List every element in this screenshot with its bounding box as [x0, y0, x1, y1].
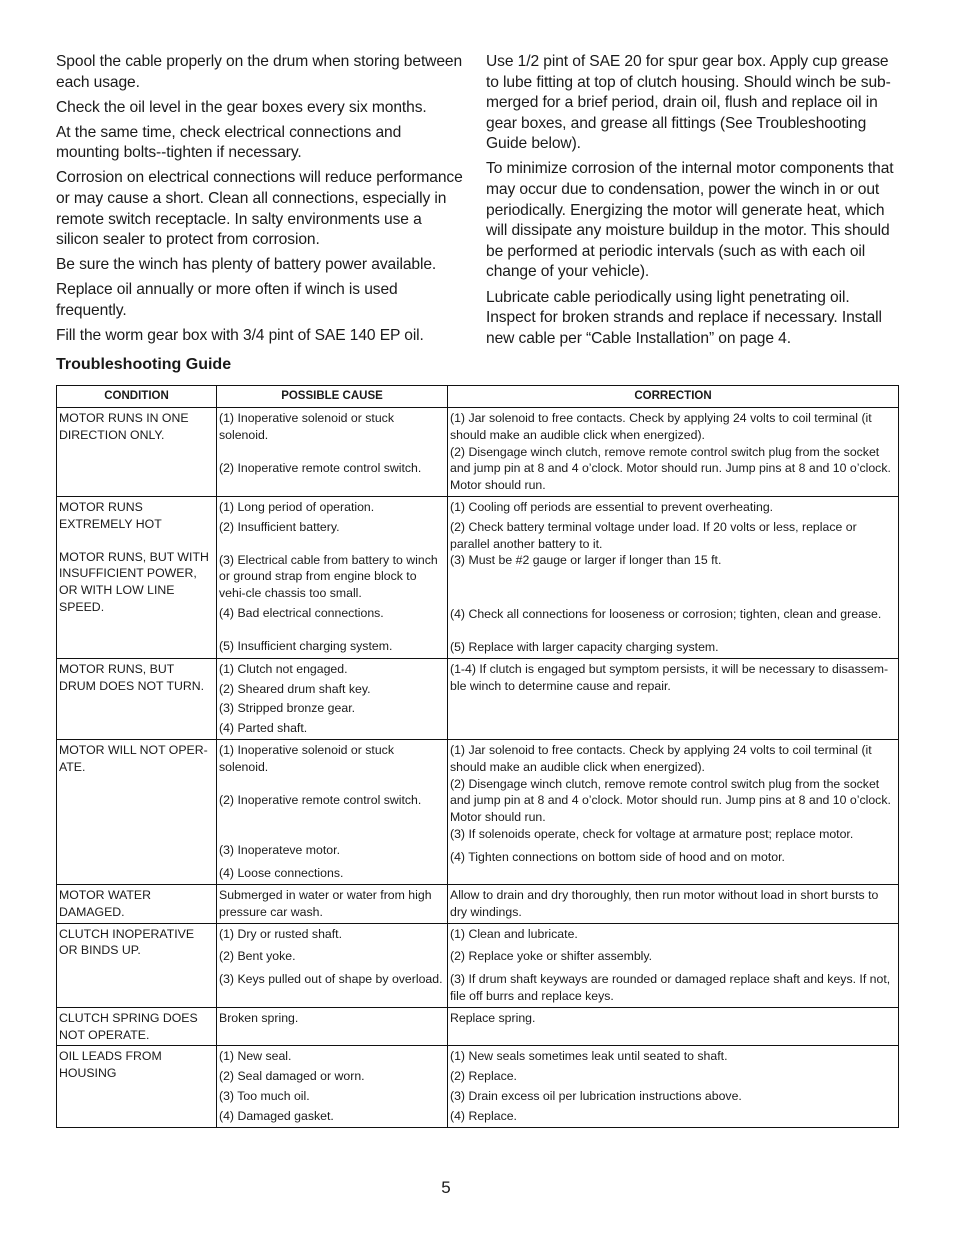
header-condition: CONDITION [57, 386, 217, 408]
correction-text: (1) Jar solenoid to free contacts. Check by applying 24 volts to coil terminal (it should make an audible click when energized). [450, 411, 872, 442]
intro-right-column [486, 52, 900, 354]
correction-text: (4) Check all connections for looseness or corrosion; tighten, clean and grease. [450, 607, 882, 622]
cause-text: (2) Bent yoke. [219, 949, 296, 964]
table-row [57, 658, 899, 739]
cause-text: (1) Inoperative solenoid or stuck solenoid. [219, 411, 394, 442]
cause-text: (1) Dry or rusted shaft. [219, 926, 343, 941]
cause-cell [217, 496, 448, 658]
intro-paragraph: Replace oil annually or more often if winch is used frequently. [56, 281, 398, 320]
cause-text: (1) Clutch not engaged. [219, 661, 348, 676]
condition-text: MOTOR RUNS, BUT DRUM DOES NOT TURN. [59, 661, 205, 693]
condition-cell [57, 408, 217, 497]
cause-cell [217, 884, 448, 923]
correction-text: (1-4) If clutch is engaged but symptom persists, it will be necessary to disassem-ble winch to determine cause and repair. [450, 661, 889, 693]
correction-text: (2) Replace. [450, 1069, 517, 1084]
table-row [57, 923, 899, 1007]
section-title: Troubleshooting Guide [56, 356, 232, 373]
cause-text: (2) Inoperative remote control switch. [219, 460, 422, 475]
cause-text: (2) Inoperative remote control switch. [219, 792, 422, 807]
page-number: 5 [441, 1178, 451, 1197]
correction-text: (3) If solenoids operate, check for voltage at armature post; replace motor. [450, 826, 854, 841]
condition-cell [57, 923, 217, 1007]
cause-text: (4) Bad electrical connections. [219, 605, 384, 620]
condition-text: MOTOR WILL NOT OPER-ATE. [59, 742, 208, 774]
correction-cell [448, 923, 899, 1007]
intro-paragraph: At the same time, check electrical connections and mounting bolts--tighten if necessary. [56, 123, 402, 162]
intro-paragraph: Spool the cable properly on the drum when storing between each usage. [56, 53, 463, 91]
table-row [57, 496, 899, 658]
correction-text: (3) If drum shaft keyways are rounded or damaged replace shaft and keys. If not, file off burrs and replace keys. [450, 972, 891, 1003]
correction-text: (2) Disengage winch clutch, remove remote control switch plug from the socket and jump pin at 8 and 4 o’clock. Motor should run. Jump pins at 8 and 10 o’clock. Motor should run. [450, 444, 891, 493]
correction-cell [448, 739, 899, 884]
header-possible-cause: POSSIBLE CAUSE [217, 386, 448, 408]
correction-text: (4) Replace. [450, 1108, 517, 1123]
condition-cell [57, 496, 217, 658]
cause-text: (3) Stripped bronze gear. [219, 701, 356, 716]
intro-paragraph: To minimize corrosion of the internal motor components that may occur due to condensation, power the winch in or out periodically. Energizing the motor will generate heat, which will dissipate any moisture buildup in the motor. This should be performed at periodic intervals (such as with each oil change of your vehicle). [486, 160, 894, 281]
cause-cell [217, 408, 448, 497]
condition-text: OIL LEADS FROM HOUSING [59, 1049, 162, 1081]
table-row [57, 1007, 899, 1046]
table-row [57, 408, 899, 497]
correction-text: (1) Jar solenoid to free contacts. Check by applying 24 volts to coil terminal (it should make an audible click when energized). [450, 742, 872, 774]
cause-text: (3) Keys pulled out of shape by overload. [219, 972, 443, 987]
table-header-row [57, 386, 899, 408]
condition-text: MOTOR WATER DAMAGED. [59, 887, 151, 919]
intro-paragraph: Corrosion on electrical connections will reduce performance or may cause a short. Clean all connections, especially in remote switch receptacle. In salty environments use a silicon sealer to protect from corrosion. [56, 169, 463, 249]
correction-text: (4) Tighten connections on bottom side of hood and on motor. [450, 849, 785, 864]
correction-cell [448, 408, 899, 497]
correction-text: Replace spring. [450, 1010, 536, 1025]
intro-paragraph: Use 1/2 pint of SAE 20 for spur gear box. Apply cup grease to lube fitting at top of clutch housing. Should winch be sub-merged for a brief period, drain oil, flush and replace oil in gear boxes, and grease all fittings (See Troubleshooting Guide below). [486, 53, 891, 153]
condition-text: MOTOR RUNS EXTREMELY HOT [59, 499, 162, 531]
intro-paragraph: Lubricate cable periodically using light penetrating oil. Inspect for broken strands and replace if necessary. Install new cable per “Cable Installation” on page 4. [486, 288, 882, 347]
condition-text: MOTOR RUNS, BUT WITH INSUFFICIENT POWER, OR WITH LOW LINE SPEED. [59, 549, 209, 614]
condition-cell [57, 1007, 217, 1046]
correction-cell [448, 658, 899, 739]
correction-text: Allow to drain and dry thoroughly, then run motor without load in short bursts to dry windings. [450, 887, 879, 919]
intro-left-column [56, 52, 468, 351]
correction-text: (2) Check battery terminal voltage under load. If 20 volts or less, replace or parallel another battery to it. [450, 519, 857, 551]
correction-text: (5) Replace with larger capacity charging system. [450, 639, 719, 654]
cause-text: (3) Electrical cable from battery to winch or ground strap from engine block to vehi-cle chassis too small. [219, 552, 438, 601]
condition-cell [57, 884, 217, 923]
correction-text: (1) Cooling off periods are essential to prevent overheating. [450, 499, 774, 514]
cause-cell [217, 1007, 448, 1046]
cause-text: (3) Too much oil. [219, 1088, 310, 1103]
cause-text: (5) Insufficient charging system. [219, 638, 393, 653]
intro-paragraph: Be sure the winch has plenty of battery power available. [56, 256, 437, 274]
correction-cell [448, 496, 899, 658]
table-row [57, 884, 899, 923]
correction-text: (2) Replace yoke or shifter assembly. [450, 949, 653, 964]
condition-text: MOTOR RUNS IN ONE DIRECTION ONLY. [59, 411, 189, 442]
cause-text: Submerged in water or water from high pressure car wash. [219, 887, 432, 919]
correction-text: (3) Must be #2 gauge or larger if longer than 15 ft. [450, 553, 722, 568]
cause-text: (1) New seal. [219, 1049, 292, 1064]
correction-text: (2) Disengage winch clutch, remove remote control switch plug from the socket and jump pin at 8 and 4 o’clock. Motor should run. Jump pins at 8 and 10 o’clock. Motor should run. [450, 776, 891, 825]
troubleshooting-table [56, 385, 899, 1128]
correction-cell [448, 1046, 899, 1127]
cause-text: (2) Insufficient battery. [219, 519, 340, 534]
intro-paragraph: Check the oil level in the gear boxes every six months. [56, 98, 427, 116]
cause-text: (3) Inoperateve motor. [219, 843, 340, 858]
correction-text: (1) New seals sometimes leak until seated to shaft. [450, 1049, 728, 1064]
cause-text: (1) Long period of operation. [219, 499, 375, 514]
cause-cell [217, 923, 448, 1007]
condition-cell [57, 739, 217, 884]
cause-cell [217, 1046, 448, 1127]
cause-cell [217, 739, 448, 884]
cause-text: (4) Damaged gasket. [219, 1108, 334, 1123]
condition-cell [57, 658, 217, 739]
condition-cell [57, 1046, 217, 1127]
correction-text: (3) Drain excess oil per lubrication instructions above. [450, 1088, 742, 1103]
cause-text: (2) Sheared drum shaft key. [219, 681, 371, 696]
table-row [57, 739, 899, 884]
cause-text: (4) Loose connections. [219, 866, 344, 881]
cause-text: Broken spring. [219, 1010, 299, 1025]
cause-text: (2) Seal damaged or worn. [219, 1069, 365, 1084]
header-correction: CORRECTION [448, 386, 899, 408]
cause-cell [217, 658, 448, 739]
correction-text: (1) Clean and lubricate. [450, 926, 578, 941]
table-row [57, 1046, 899, 1127]
cause-text: (1) Inoperative solenoid or stuck solenoid. [219, 742, 394, 774]
condition-text: CLUTCH SPRING DOES NOT OPERATE. [59, 1010, 198, 1042]
condition-text: CLUTCH INOPERATIVE OR BINDS UP. [59, 926, 195, 958]
correction-cell [448, 884, 899, 923]
cause-text: (4) Parted shaft. [219, 721, 308, 736]
correction-cell [448, 1007, 899, 1046]
intro-paragraph: Fill the worm gear box with 3/4 pint of SAE 140 EP oil. [56, 327, 424, 345]
